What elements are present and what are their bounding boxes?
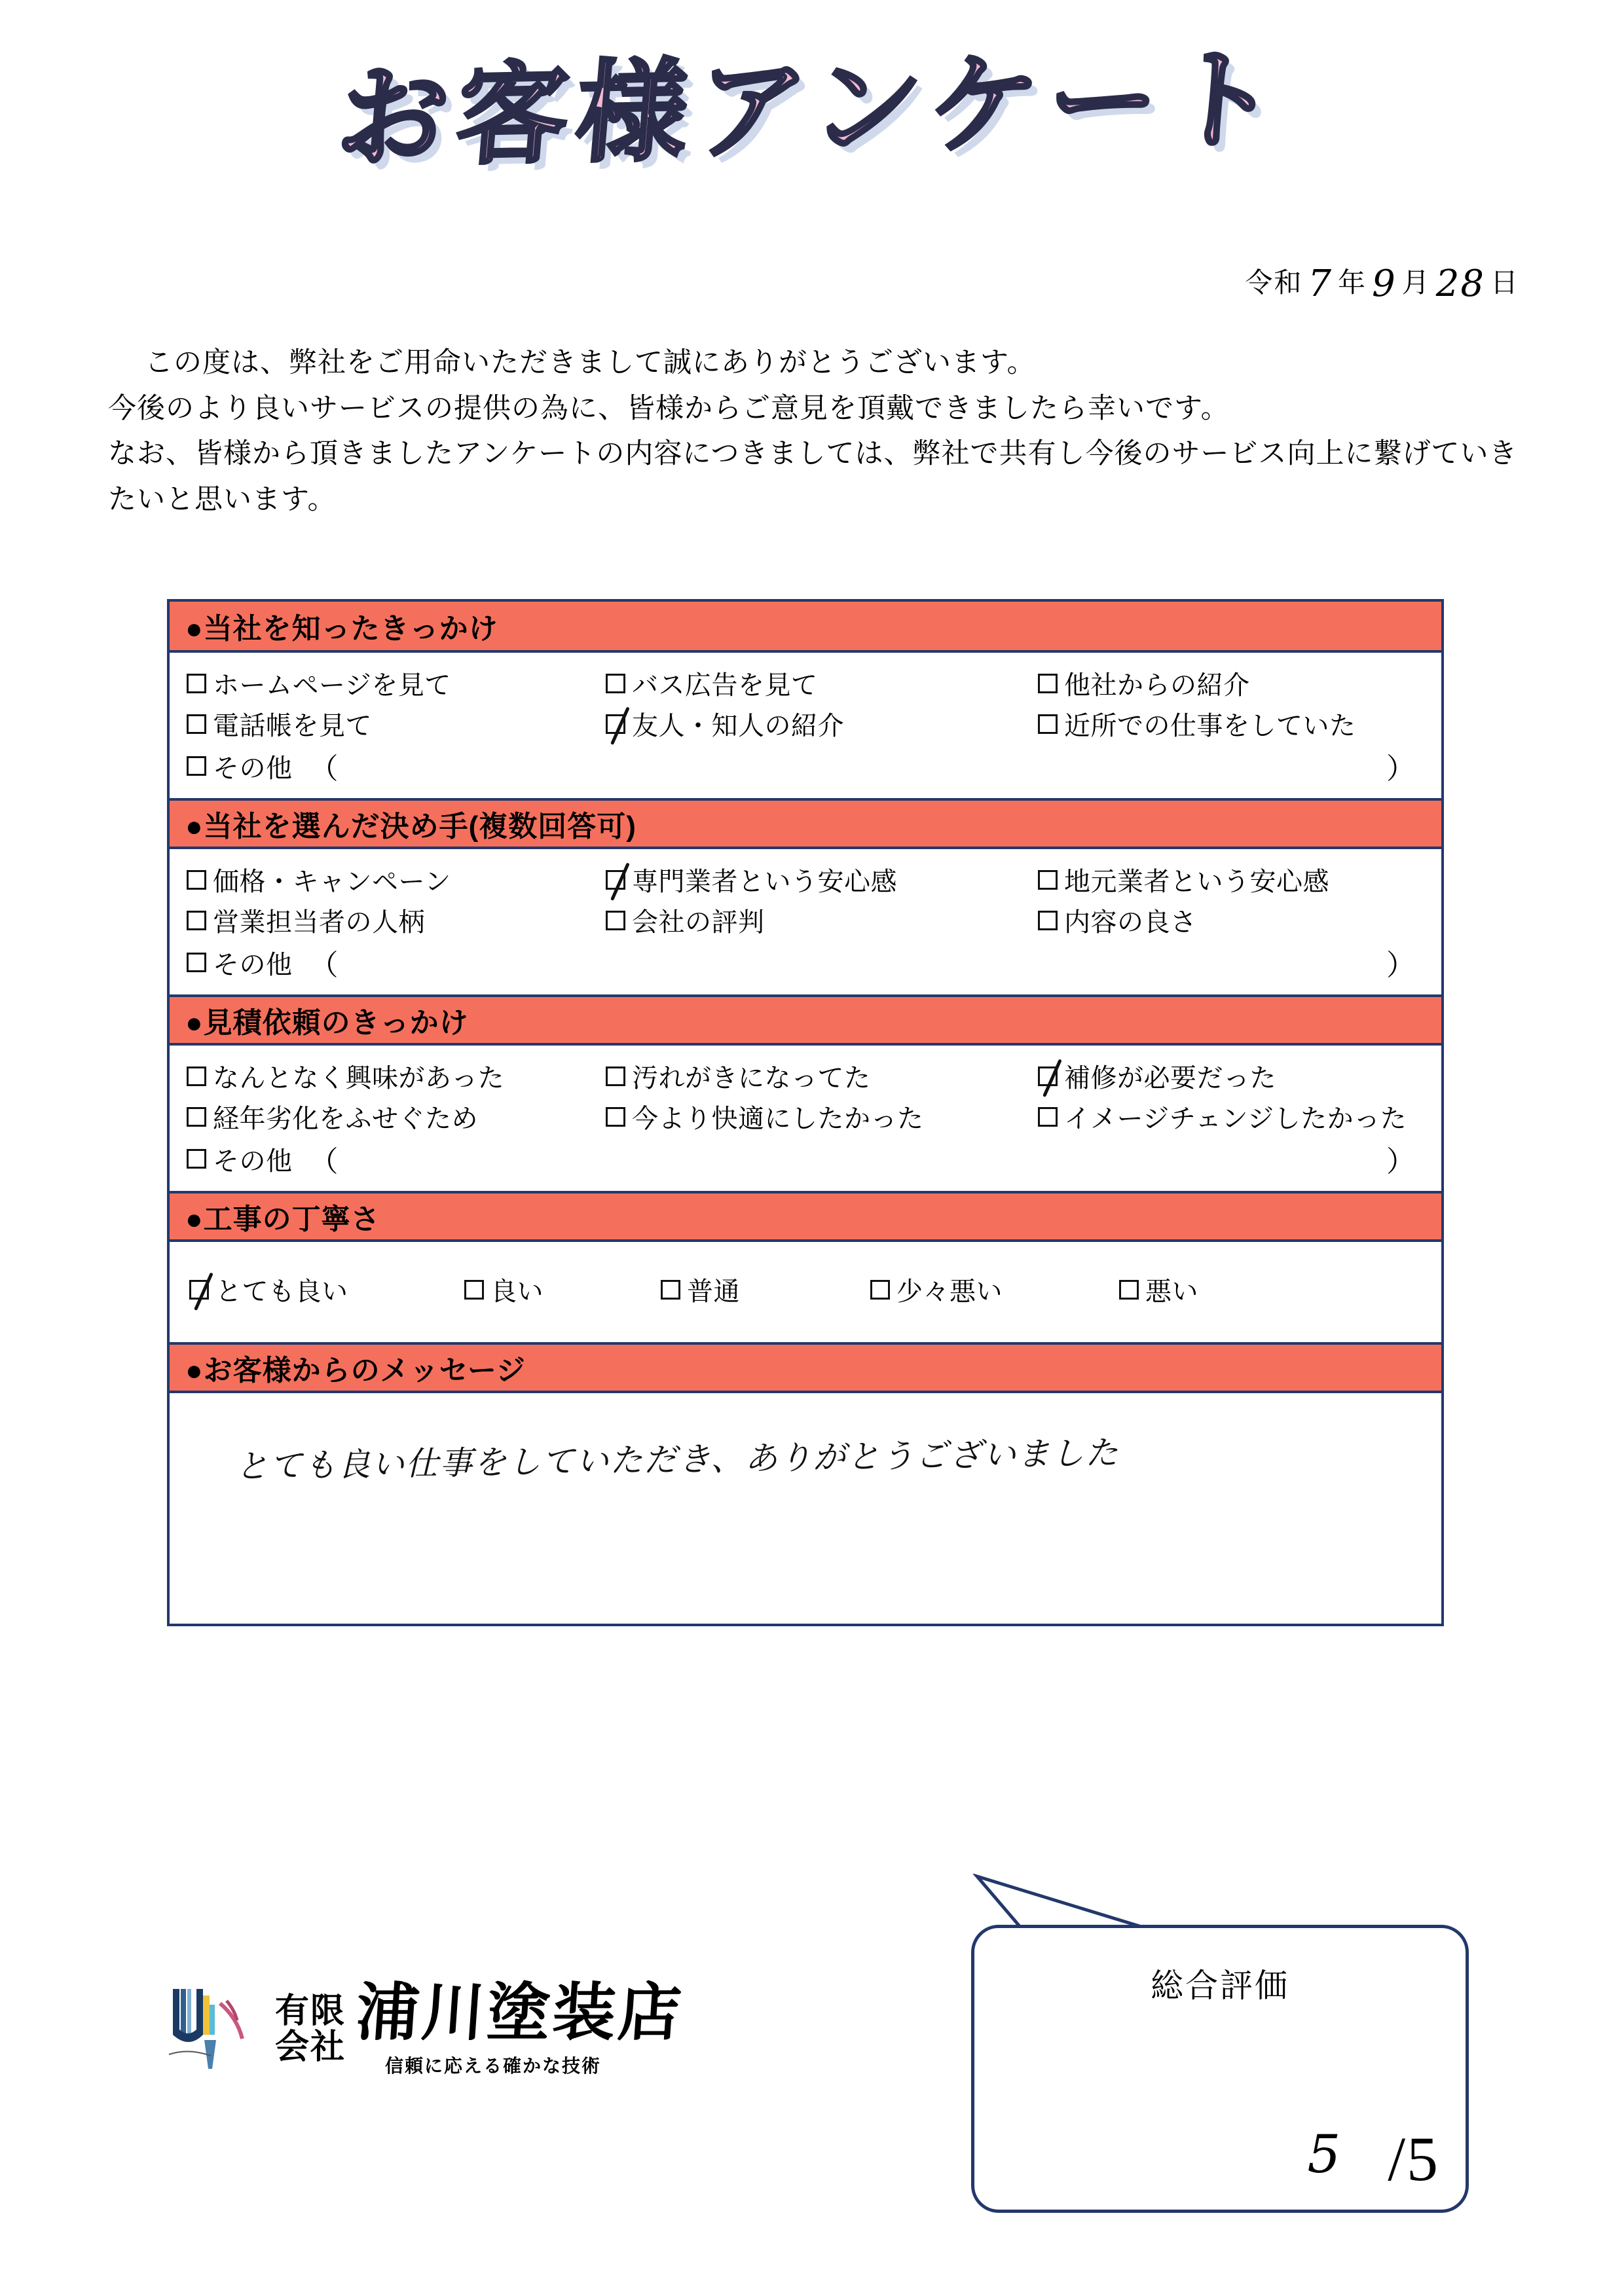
checkbox-icon[interactable]	[464, 1280, 484, 1300]
section-heading: ●お客様からのメッセージ	[185, 1355, 526, 1387]
checkbox-option[interactable]	[606, 902, 1038, 939]
checkbox-label: その他	[213, 1146, 293, 1176]
checkbox-option[interactable]	[187, 861, 606, 898]
overall-rating-title: 総合評価	[1151, 1967, 1289, 2004]
checkbox-icon[interactable]	[606, 1107, 625, 1127]
checkbox-option[interactable]	[187, 902, 606, 939]
logo-mark-icon	[164, 1977, 262, 2082]
other-option-row[interactable]	[187, 942, 1424, 983]
checkbox-label: 汚れがきになってた	[632, 1064, 871, 1093]
checkbox-label: 普通	[687, 1277, 740, 1306]
checkbox-label: 電話帳を見て	[213, 712, 372, 740]
date-year-value: 7	[1308, 263, 1333, 305]
checkbox-label: 他社からの紹介	[1064, 671, 1250, 700]
other-option-row[interactable]	[187, 1139, 1424, 1179]
checkbox-option-other[interactable]	[187, 1140, 293, 1178]
checkbox-icon[interactable]	[187, 714, 206, 734]
rating-option-row	[189, 1271, 1422, 1308]
company-logo	[164, 1975, 687, 2082]
section-header-band	[170, 1191, 1441, 1242]
checkbox-option[interactable]	[606, 705, 1038, 742]
checkbox-label: その他	[213, 754, 293, 783]
option-row	[187, 861, 1424, 902]
checkbox-icon[interactable]	[187, 911, 206, 930]
date-field	[1245, 259, 1519, 305]
checkbox-label: 近所での仕事をしていた	[1064, 712, 1356, 740]
logo-corp-line1: 有限	[275, 1992, 346, 2031]
checkbox-option[interactable]	[1038, 902, 1197, 939]
section-heading: ●工事の丁寧さ	[185, 1203, 380, 1235]
checkbox-option[interactable]	[606, 665, 1038, 702]
logo-brand-name: 浦川塗装店	[354, 1975, 687, 2049]
paren-open: （	[309, 1146, 339, 1178]
checkbox-option[interactable]	[1038, 1057, 1276, 1095]
checkbox-icon[interactable]	[1038, 1107, 1058, 1127]
checkbox-icon[interactable]	[606, 911, 625, 930]
checkbox-icon[interactable]	[1119, 1280, 1139, 1300]
checkbox-option[interactable]	[187, 1057, 606, 1095]
page-title-text: お客様アンケート	[332, 34, 1293, 183]
rating-option-good[interactable]	[464, 1271, 661, 1308]
checkbox-option[interactable]	[1038, 705, 1356, 742]
paren-open: （	[309, 753, 339, 785]
checkbox-label: とても良い	[215, 1277, 348, 1306]
section-header-band	[170, 994, 1441, 1046]
date-day-unit: 日	[1490, 267, 1519, 298]
checkbox-option[interactable]	[1038, 665, 1250, 702]
intro-line-2: 今後のより良いサービスの提供の為に、皆様からご意見を頂戴できましたら幸いです。	[108, 392, 1230, 424]
checkbox-icon[interactable]	[661, 1280, 680, 1300]
checkbox-label: 今より快適にしたかった	[632, 1104, 924, 1133]
checkbox-label: バス広告を見て	[632, 671, 818, 700]
rating-option-average[interactable]	[661, 1271, 870, 1308]
section-heading: ●当社を知ったきっかけ	[185, 613, 498, 645]
checkbox-label: イメージチェンジしたかった	[1064, 1104, 1407, 1133]
logo-corp-line2: 会社	[275, 2028, 346, 2066]
checkbox-icon[interactable]	[1038, 870, 1058, 890]
checkbox-icon-checked[interactable]	[606, 714, 625, 734]
intro-line-3: なお、皆様から頂きましたアンケートの内容につきましては、弊社で共有し今後のサービス向上に繋げていきたいと思います。	[108, 438, 1518, 515]
option-row	[187, 705, 1424, 746]
option-row	[187, 665, 1424, 705]
paren-close: ）	[1386, 1146, 1415, 1178]
checkbox-option[interactable]	[606, 1098, 1038, 1135]
section-header-band	[170, 798, 1441, 849]
overall-score-value: 5	[1307, 2124, 1341, 2185]
checkbox-label: その他	[213, 950, 293, 979]
checkbox-icon[interactable]	[187, 870, 206, 890]
checkbox-option[interactable]	[187, 705, 606, 742]
section-workmanship-rating	[170, 1191, 1441, 1342]
checkbox-label: 地元業者という安心感	[1064, 867, 1329, 896]
checkbox-option-other[interactable]	[187, 944, 293, 981]
date-month-unit: 月	[1401, 267, 1431, 298]
checkbox-label: 経年劣化をふせぐため	[213, 1104, 478, 1133]
section-body	[170, 653, 1441, 798]
option-row	[187, 1057, 1424, 1098]
other-option-row[interactable]	[187, 746, 1424, 786]
checkbox-label: 価格・キャンペーン	[213, 867, 451, 896]
checkbox-label: なんとなく興味があった	[213, 1064, 505, 1093]
paren-open: （	[309, 949, 339, 981]
checkbox-label: 友人・知人の紹介	[632, 712, 844, 740]
section-quote-reason	[170, 994, 1441, 1191]
message-textarea[interactable]	[170, 1393, 1441, 1624]
handwritten-message: とても良い仕事をしていただき、ありがとうございました	[234, 1433, 1120, 1486]
checkbox-icon[interactable]	[187, 1107, 206, 1127]
date-era: 令和	[1245, 267, 1303, 298]
section-header-band	[170, 1342, 1441, 1393]
logo-tagline: 信頼に応える確かな技術	[385, 2055, 602, 2077]
checkbox-icon[interactable]	[187, 756, 206, 776]
checkbox-icon[interactable]	[187, 674, 206, 693]
paren-close: ）	[1386, 949, 1415, 981]
date-year-unit: 年	[1338, 267, 1367, 298]
checkbox-icon[interactable]	[606, 1066, 625, 1086]
checkbox-icon[interactable]	[187, 953, 206, 972]
checkbox-label: 専門業者という安心感	[632, 867, 897, 896]
option-row	[187, 902, 1424, 942]
checkbox-option[interactable]	[1038, 1098, 1407, 1135]
checkbox-icon[interactable]	[606, 674, 625, 693]
logo-brand-wrap	[354, 1975, 687, 2078]
checkbox-icon[interactable]	[1038, 714, 1058, 734]
survey-table	[167, 599, 1444, 1626]
checkbox-icon[interactable]	[187, 1066, 206, 1086]
checkbox-option[interactable]	[1038, 861, 1329, 898]
checkbox-icon[interactable]	[870, 1280, 890, 1300]
checkbox-icon-checked[interactable]	[189, 1280, 209, 1300]
intro-paragraph	[108, 340, 1522, 523]
checkbox-icon[interactable]	[1038, 911, 1058, 930]
checkbox-option[interactable]	[606, 861, 1038, 898]
checkbox-label: 補修が必要だった	[1064, 1064, 1276, 1093]
checkbox-option[interactable]	[187, 665, 606, 702]
option-row	[187, 1098, 1424, 1139]
section-header-band	[170, 602, 1441, 653]
page-title	[0, 34, 1624, 188]
intro-line-1: この度は、弊社をご用命いただきまして誠にありがとうございます。	[145, 347, 1036, 378]
date-month-value: 9	[1372, 263, 1397, 305]
checkbox-option[interactable]	[606, 1057, 1038, 1095]
rating-option-bad[interactable]	[1119, 1271, 1198, 1308]
logo-corp-type	[275, 1994, 346, 2065]
overall-rating-bubble	[971, 1925, 1469, 2213]
section-heading: ●当社を選んだ決め手(複数回答可)	[185, 811, 637, 843]
checkbox-icon[interactable]	[1038, 674, 1058, 693]
overall-score-max: /5	[1388, 2124, 1439, 2194]
checkbox-label: 内容の良さ	[1064, 908, 1197, 937]
section-body	[170, 1046, 1441, 1191]
checkbox-label: 良い	[490, 1277, 544, 1306]
checkbox-label: 会社の評判	[632, 908, 765, 937]
checkbox-icon-checked[interactable]	[1038, 1066, 1058, 1086]
overall-rating-score	[1307, 2123, 1439, 2195]
section-why-chosen	[170, 798, 1441, 994]
section-how-you-heard	[170, 602, 1441, 798]
section-body	[170, 1242, 1441, 1342]
checkbox-icon[interactable]	[187, 1149, 206, 1169]
rating-option-slightly-bad[interactable]	[870, 1271, 1119, 1308]
paren-close: ）	[1386, 753, 1415, 785]
checkbox-icon-checked[interactable]	[606, 870, 625, 890]
section-customer-message	[170, 1342, 1441, 1624]
checkbox-label: 営業担当者の人柄	[213, 908, 425, 937]
section-heading: ●見積依頼のきっかけ	[185, 1007, 469, 1039]
rating-option-very-good[interactable]	[189, 1271, 464, 1308]
checkbox-option-other[interactable]	[187, 748, 293, 785]
section-body	[170, 849, 1441, 994]
checkbox-option[interactable]	[187, 1098, 606, 1135]
checkbox-label: ホームページを見て	[213, 671, 451, 700]
date-day-value: 28	[1435, 263, 1485, 305]
checkbox-label: 少々悪い	[896, 1277, 1003, 1306]
checkbox-label: 悪い	[1145, 1277, 1198, 1306]
